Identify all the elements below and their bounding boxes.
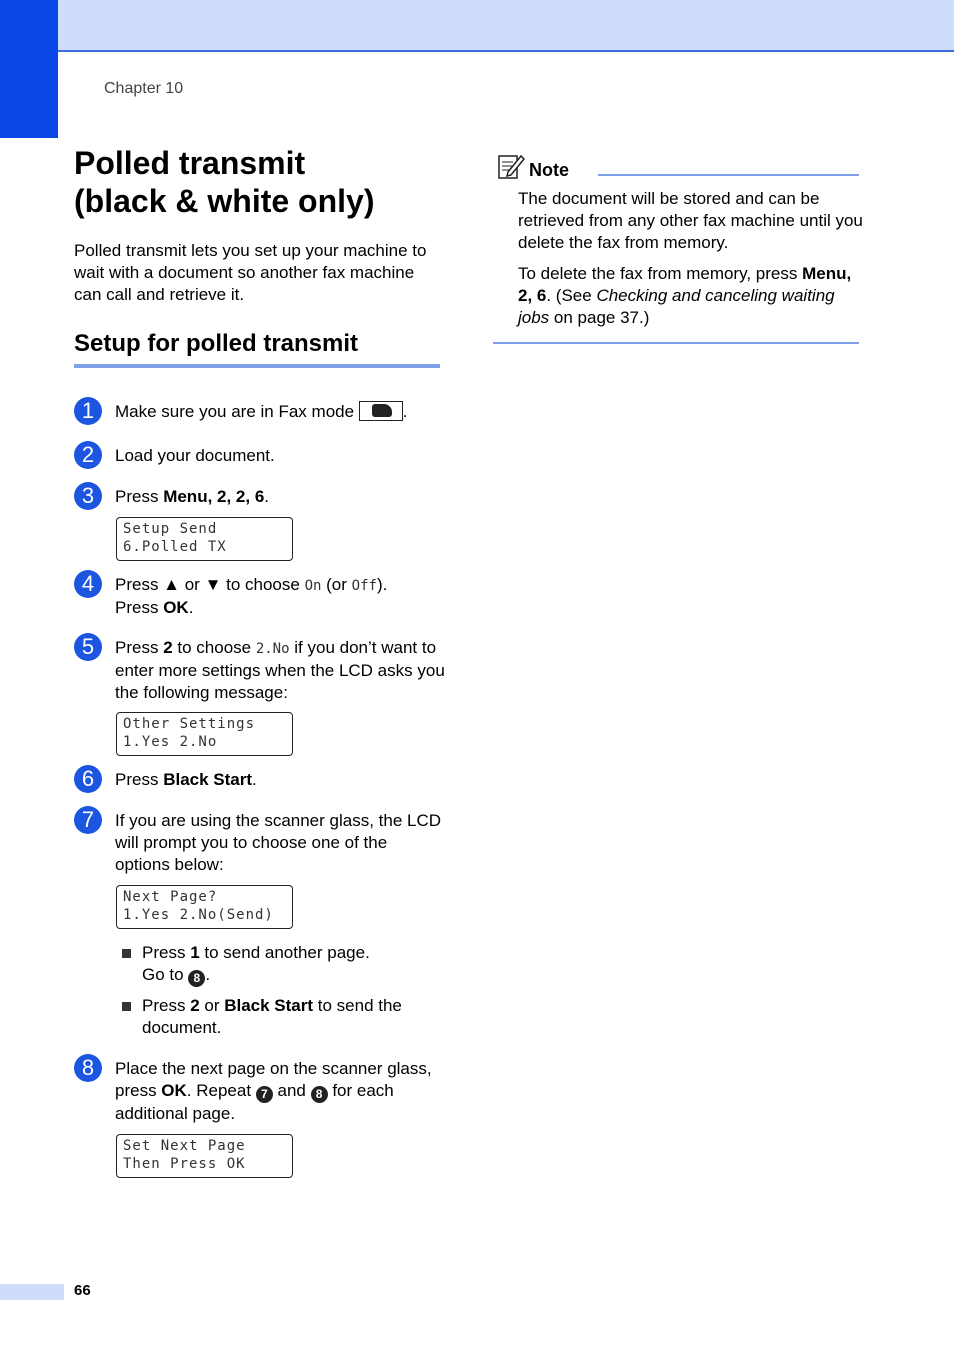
menu-key: Menu	[802, 264, 847, 283]
lcd-line-1: Other Settings	[123, 716, 256, 732]
note-p2-mid: . (See	[546, 286, 597, 305]
bullet-2-pre: Press	[142, 996, 191, 1015]
fax-mode-icon	[359, 401, 403, 421]
step-3-post: .	[264, 487, 270, 506]
lcd-line-2: Then Press OK	[123, 1156, 246, 1172]
black-start-key: Black Start	[163, 770, 253, 789]
page-title	[74, 144, 374, 220]
step-ref-7: 7	[256, 1086, 273, 1103]
step-8-and: and	[272, 1081, 311, 1100]
intro-paragraph: Polled transmit lets you set up your machine to wait with a document so another fax machine can call and retrieve it.	[74, 241, 427, 304]
note-divider	[598, 174, 859, 176]
lcd-display	[116, 712, 293, 756]
ok-key: OK	[163, 598, 189, 617]
step-6-post: .	[252, 770, 257, 789]
step-1-text: Make sure you are in Fax mode	[115, 402, 355, 421]
lcd-line-2: 6.Polled TX	[123, 539, 227, 555]
note-title: Note	[529, 160, 569, 180]
header-band	[0, 0, 954, 52]
note-p2-pre: To delete the fax from memory, press	[518, 264, 803, 283]
note-header	[493, 152, 859, 182]
note-p2-post: on page 37.)	[549, 308, 650, 327]
menu-keys: , 2, 6	[518, 264, 852, 305]
bullet-square-icon	[122, 1002, 131, 1011]
lcd-display	[116, 1134, 293, 1178]
lcd-line-1: Set Next Page	[123, 1138, 246, 1154]
lcd-line-1: Setup Send	[123, 521, 218, 537]
step-number: 6	[74, 765, 102, 793]
bullet-item	[122, 942, 442, 987]
step-text	[115, 486, 445, 508]
ok-key: OK	[161, 1081, 187, 1100]
step-number: 5	[74, 633, 102, 661]
bullet-1-line2: Go to	[142, 965, 189, 984]
page-title-line2: (black & white only)	[74, 183, 375, 219]
step-number: 7	[74, 806, 102, 834]
option-no: 2.No	[255, 641, 290, 657]
option-on: On	[304, 578, 322, 594]
step-number: 1	[74, 397, 102, 425]
step-text: If you are using the scanner glass, the LCD will prompt you to choose one of the options below:	[115, 811, 442, 874]
step-number: 8	[74, 1054, 102, 1082]
note-box	[493, 152, 863, 344]
key-2: 2	[163, 638, 173, 657]
bullet-1-post: to send another page.	[199, 943, 370, 962]
bullet-1-line2-end: .	[205, 965, 211, 984]
step-ref-8: 8	[188, 970, 205, 987]
lcd-line-2: 1.Yes 2.No	[123, 734, 218, 750]
step-text: Make sure you are in Fax mode .	[115, 402, 408, 421]
menu-key: Menu	[163, 487, 208, 506]
step-ref-8: 8	[311, 1086, 328, 1103]
step-text	[115, 574, 445, 619]
bullet-2-mid: or	[199, 996, 225, 1015]
lcd-line-1: Next Page?	[123, 889, 218, 905]
cross-reference-link[interactable]: Checking and canceling waiting jobs	[518, 286, 835, 327]
lcd-display	[116, 885, 293, 929]
step-4-pre: Press ▲ or ▼ to choose	[115, 575, 305, 594]
black-start-key: Black Start	[224, 996, 314, 1015]
page-title-line1: Polled transmit	[74, 145, 306, 181]
step-number: 3	[74, 482, 102, 510]
bullet-1-pre: Press	[142, 943, 191, 962]
step-5-post: if you don’t want to enter more settings when the LCD asks you the following message:	[115, 638, 445, 702]
bullet-square-icon	[122, 949, 131, 958]
lcd-line-2: 1.Yes 2.No(Send)	[123, 907, 274, 923]
key-2: 2	[190, 996, 200, 1015]
note-paragraph-1: The document will be stored and can be retrieved from any other fax machine until you delete the fax from memory.	[518, 189, 863, 252]
step-6-pre: Press	[115, 770, 164, 789]
step-8-mid: . Repeat	[186, 1081, 256, 1100]
step-4-end: ).	[376, 575, 388, 594]
section-heading: Setup for polled transmit	[74, 330, 440, 368]
step-4-line2-pre: Press	[115, 598, 164, 617]
chapter-tab	[0, 0, 58, 138]
step-text: Load your document.	[115, 446, 275, 465]
note-paragraph-2	[518, 263, 863, 329]
page-number: 66	[74, 1282, 91, 1299]
step-8-pre: Place the next page on the scanner glass, press	[115, 1059, 432, 1100]
step-number: 4	[74, 570, 102, 598]
step-5-mid: to choose	[172, 638, 256, 657]
chapter-label: Chapter 10	[104, 80, 184, 97]
step-5-pre: Press	[115, 638, 164, 657]
footer-tab	[0, 1284, 64, 1300]
step-text	[115, 769, 445, 791]
bullet-2-post: to send the document.	[142, 996, 402, 1037]
menu-keys: , 2, 2, 6	[207, 487, 265, 506]
note-pencil-icon	[497, 152, 525, 180]
step-4-mid: (or	[321, 575, 352, 594]
step-8-post: for each additional page.	[115, 1081, 394, 1123]
option-off: Off	[351, 578, 377, 594]
step-text	[115, 637, 445, 704]
key-1: 1	[190, 943, 200, 962]
lcd-display	[116, 517, 293, 561]
step-number: 2	[74, 441, 102, 469]
bullet-item	[122, 995, 442, 1039]
step-4-line2-post: .	[188, 598, 194, 617]
step-text	[115, 1058, 445, 1125]
step-3-pre: Press	[115, 487, 164, 506]
